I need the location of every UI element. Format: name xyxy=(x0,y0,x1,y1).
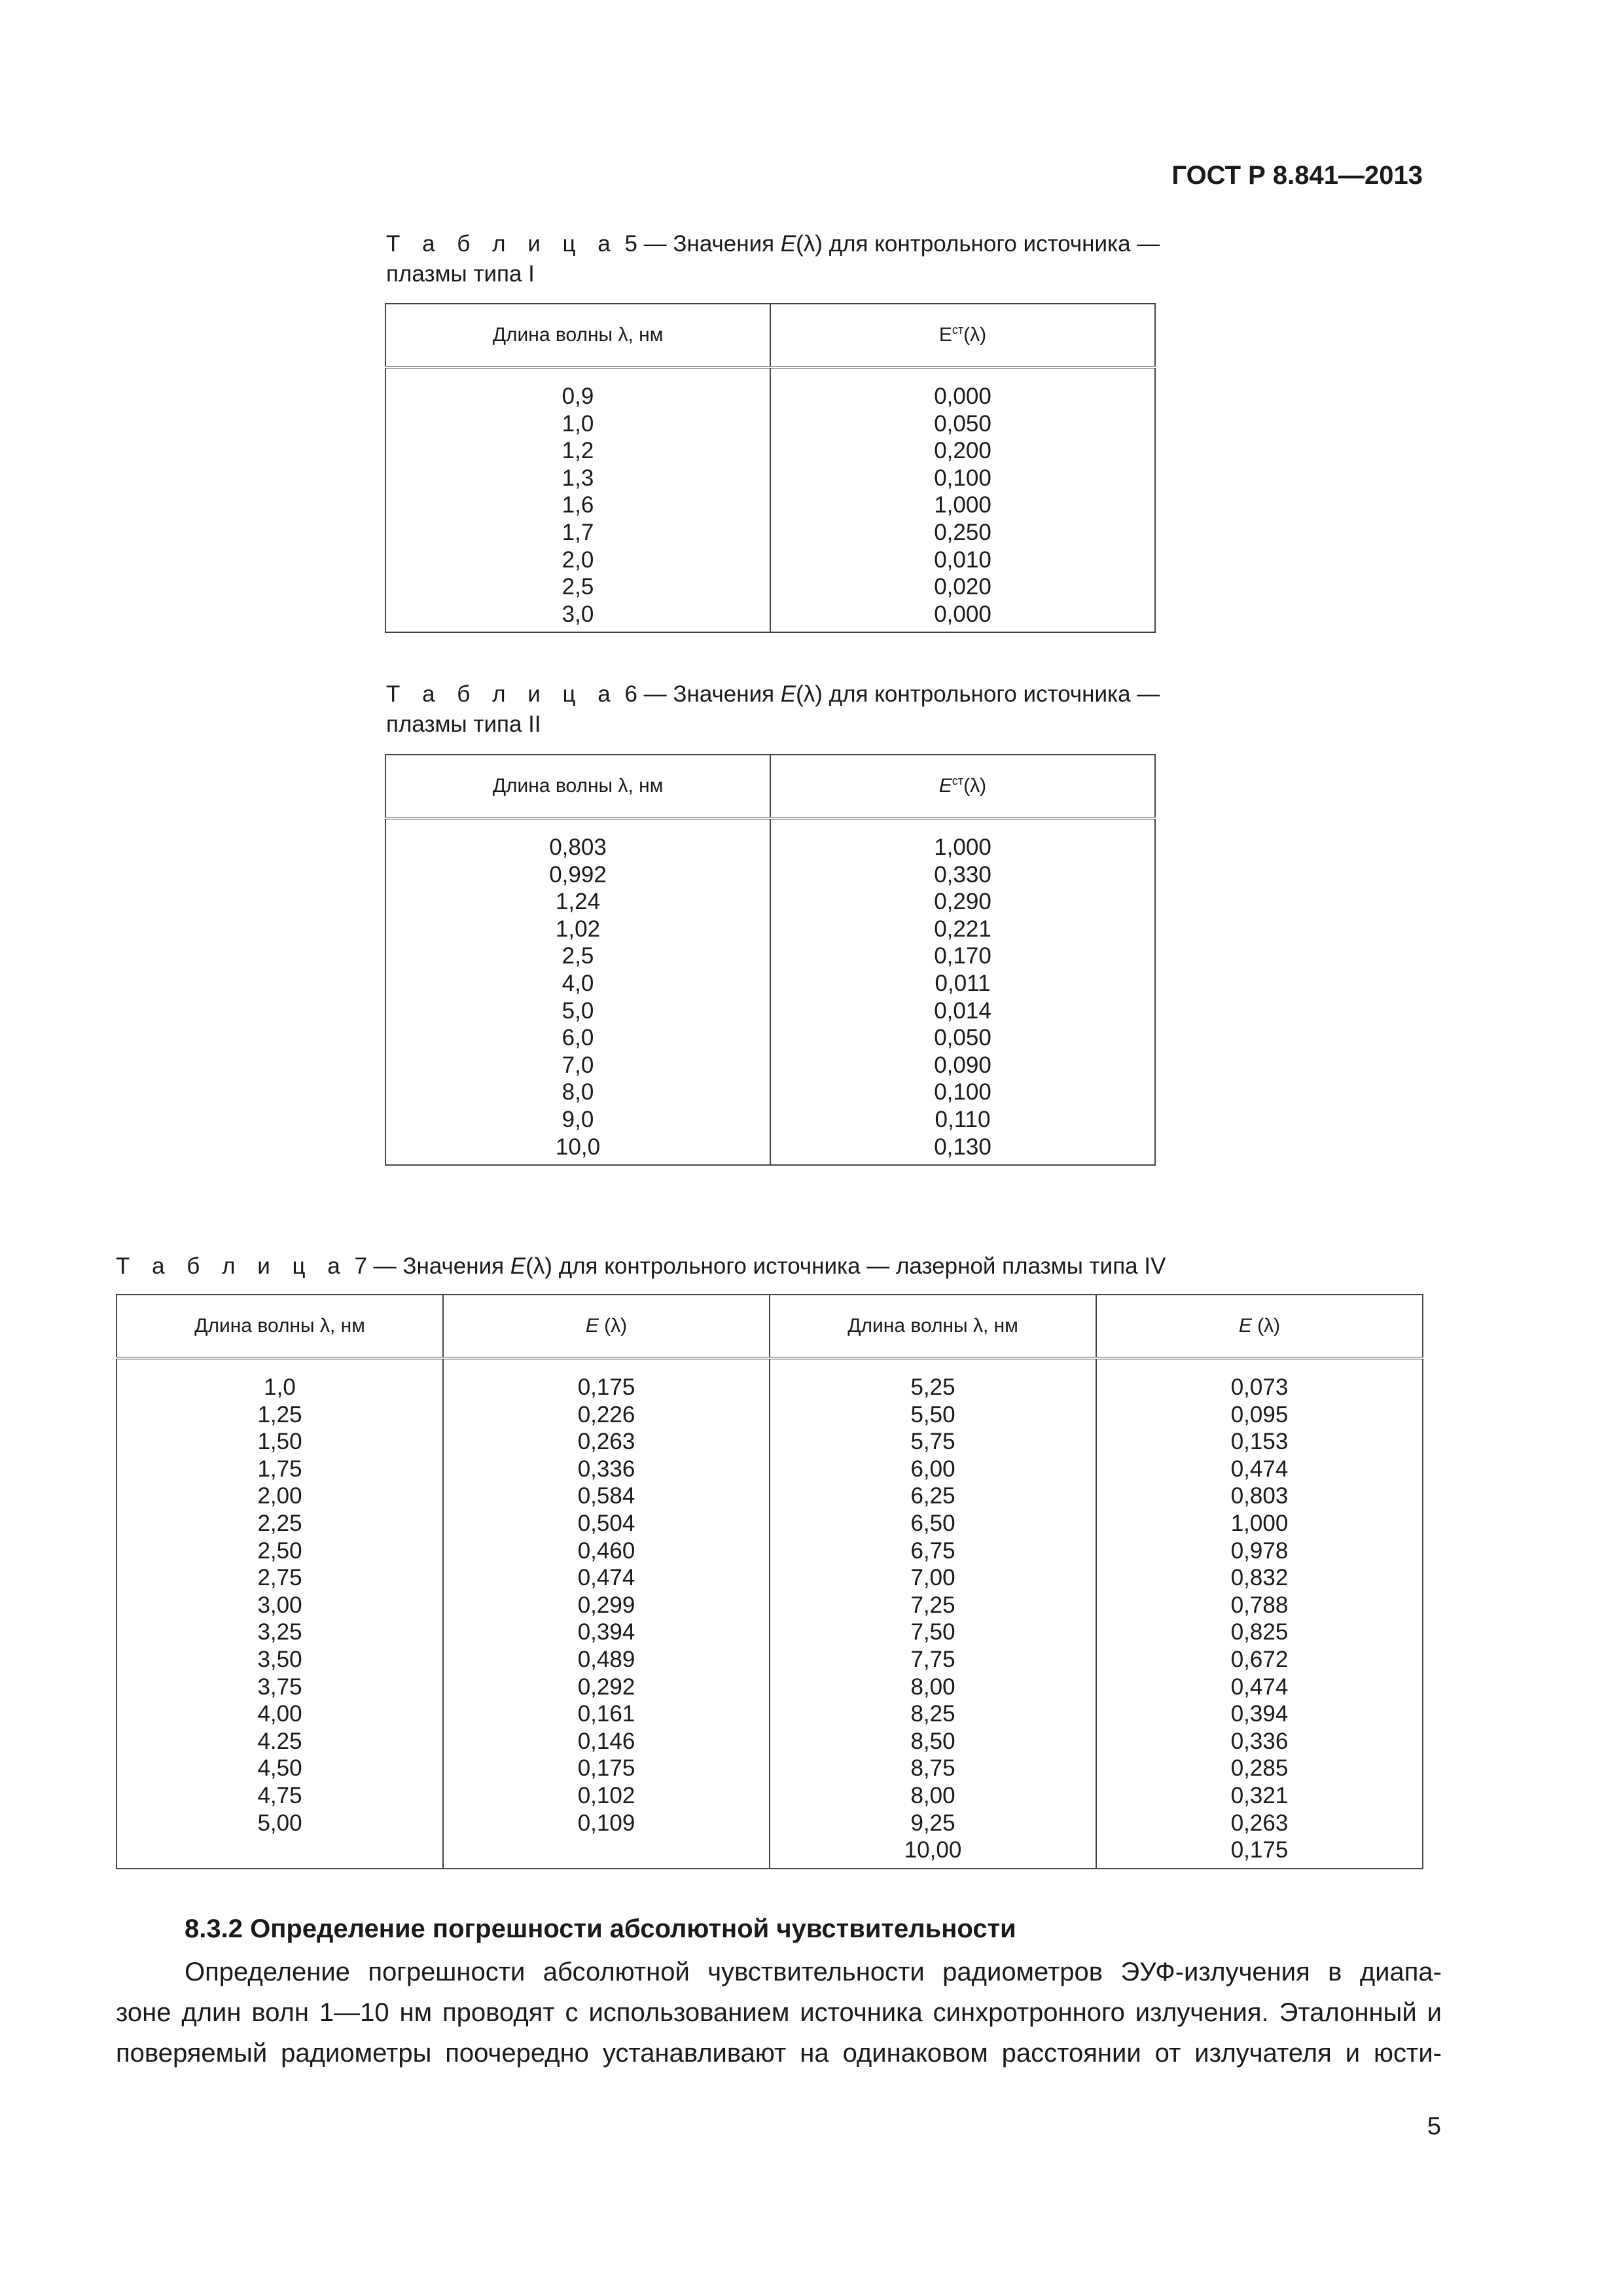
section-paragraph xyxy=(116,1952,1442,2073)
table7 xyxy=(116,1294,1423,1869)
table6-wavelength-column xyxy=(385,818,770,1165)
table-cell-value: 0,095 xyxy=(1230,1401,1289,1427)
table7-caption xyxy=(116,1251,1166,1282)
table-cell-value: 8,00 xyxy=(910,1674,955,1700)
table-cell-value: 1,3 xyxy=(562,465,594,491)
table-cell-value: 0,285 xyxy=(1230,1755,1289,1782)
table-cell-value: 8,25 xyxy=(910,1701,955,1727)
table-cell-value: 0,474 xyxy=(577,1565,635,1591)
table-cell-value: 0,330 xyxy=(934,861,991,888)
table-cell-value: 0,170 xyxy=(934,943,991,969)
table7-wavelength-left-column xyxy=(116,1358,443,1869)
table-cell-value: 0,020 xyxy=(934,574,991,600)
table-cell-value: 1,0 xyxy=(562,410,594,437)
table-cell-value: 1,000 xyxy=(934,492,991,518)
table-cell-value: 5,0 xyxy=(562,997,594,1024)
table-cell-value: 5,75 xyxy=(910,1429,955,1455)
table5-header-symbol: E xyxy=(938,324,952,346)
table5 xyxy=(385,303,1156,633)
table-cell-value: 7,75 xyxy=(910,1646,955,1672)
table-cell-value: 0,000 xyxy=(934,601,991,627)
table-cell-value: 5,25 xyxy=(910,1374,955,1400)
table7-value-right-column xyxy=(1096,1358,1423,1869)
table-cell-value: 0,010 xyxy=(934,547,991,573)
table-cell-value: 0,584 xyxy=(577,1483,635,1509)
table-cell-value: 2,5 xyxy=(562,574,594,600)
paragraph-line: зоне длин волн 1—10 нм проводят с использованием источника синхротронного излучения. Эталонный и xyxy=(116,1998,1442,2027)
table5-header-superscript: ст xyxy=(952,323,964,336)
paragraph-line: Определение погрешности абсолютной чувствительности радиометров ЭУФ-излучения в диапа- xyxy=(185,1958,1442,1986)
table-cell-value: 0,672 xyxy=(1230,1646,1289,1672)
table6-caption-line2: плазмы типа II xyxy=(386,711,541,737)
table-cell-value: 6,25 xyxy=(910,1483,955,1509)
table7-caption-symbol: E xyxy=(510,1253,526,1279)
table-cell-value: 8,75 xyxy=(910,1755,955,1782)
table-cell-value: 8,50 xyxy=(910,1728,955,1754)
table-cell-value: 1,24 xyxy=(555,889,601,915)
table7-header-symbol-right: E xyxy=(1238,1315,1252,1336)
table5-caption-text: 5 — Значения xyxy=(618,231,781,257)
table-cell-value: 0,200 xyxy=(934,438,991,464)
table-cell-value: 1,50 xyxy=(257,1429,302,1455)
table-cell-value: 0,175 xyxy=(577,1755,635,1782)
table5-header-value xyxy=(770,304,1155,367)
table7-header-wavelength-left: Длина волны λ, нм xyxy=(116,1295,443,1358)
table5-caption-text-2: (λ) для контрольного источника — xyxy=(796,231,1160,257)
table-cell-value: 5,00 xyxy=(257,1810,302,1836)
table-cell-value: 0,090 xyxy=(934,1052,991,1078)
table-cell-value: 2,50 xyxy=(257,1537,302,1564)
table-cell-value: 10,0 xyxy=(555,1134,601,1160)
table-cell-value: 2,25 xyxy=(257,1510,302,1536)
table-cell-value: 0,803 xyxy=(549,834,607,860)
table7-value-left-column xyxy=(443,1358,770,1869)
table6 xyxy=(385,754,1156,1166)
table-cell-value: 0,992 xyxy=(549,861,607,888)
table-cell-value: 3,25 xyxy=(257,1619,302,1645)
table-cell-value: 0,788 xyxy=(1230,1592,1289,1618)
table-cell-value: 6,50 xyxy=(910,1510,955,1536)
table-cell-value: 1,02 xyxy=(555,916,601,942)
table5-value-column xyxy=(770,367,1155,632)
page-number: 5 xyxy=(1427,2113,1441,2140)
table6-caption-symbol: E xyxy=(780,681,796,707)
table6-header-wavelength: Длина волны λ, нм xyxy=(385,755,770,818)
table-cell-value: 0,299 xyxy=(577,1592,635,1618)
table6-header-superscript: ст xyxy=(952,774,964,787)
table5-caption-prefix: Т а б л и ц а xyxy=(386,231,618,257)
table7-caption-text: 7 — Значения xyxy=(348,1253,510,1279)
table-cell-value: 1,6 xyxy=(562,492,594,518)
table-cell-value: 0,336 xyxy=(1230,1728,1289,1754)
table6-value-column xyxy=(770,818,1155,1165)
table5-header-wavelength: Длина волны λ, нм xyxy=(385,304,770,367)
table-cell-value: 2,75 xyxy=(257,1565,302,1591)
table7-header-wavelength-right: Длина волны λ, нм xyxy=(770,1295,1096,1358)
table-cell-value: 3,00 xyxy=(257,1592,302,1618)
table-cell-value: 1,000 xyxy=(934,834,991,860)
table6-caption-text-2: (λ) для контрольного источника — xyxy=(796,681,1160,707)
table-cell-value: 0,175 xyxy=(1230,1837,1289,1863)
table-cell-value: 4,00 xyxy=(257,1701,302,1727)
table-cell-value: 0,394 xyxy=(577,1619,635,1645)
table-cell-value: 0,100 xyxy=(934,465,991,491)
table-cell-value: 0,474 xyxy=(1230,1456,1289,1482)
table-cell-value: 0,394 xyxy=(1230,1701,1289,1727)
table-cell-value: 0,153 xyxy=(1230,1429,1289,1455)
table-cell-value: 0,011 xyxy=(935,970,991,996)
table-cell-value: 0,9 xyxy=(562,384,594,409)
table-cell-value: 8,00 xyxy=(910,1782,955,1808)
table-cell-value: 0,292 xyxy=(577,1674,635,1700)
table7-caption-prefix: Т а б л и ц а xyxy=(116,1253,348,1279)
table-cell-value: 0,825 xyxy=(1230,1619,1289,1645)
table6-caption-text: 6 — Значения xyxy=(618,681,781,707)
table-cell-value: 7,50 xyxy=(910,1619,955,1645)
table6-header-symbol: E xyxy=(938,775,952,797)
table-cell-value: 7,25 xyxy=(910,1592,955,1618)
table-cell-value: 1,25 xyxy=(257,1401,302,1427)
table-cell-value: 3,75 xyxy=(257,1674,302,1700)
table-cell-value: 6,75 xyxy=(910,1537,955,1564)
paragraph-line: поверяемый радиометры поочередно устанавливают на одинаковом расстоянии от излучателя и юсти- xyxy=(116,2039,1442,2068)
table-cell-value: 0,110 xyxy=(935,1106,991,1132)
table5-caption-symbol: E xyxy=(780,231,796,257)
table-cell-value: 0,460 xyxy=(577,1537,635,1564)
table-cell-value: 1,75 xyxy=(257,1456,302,1482)
table-cell-value: 1,2 xyxy=(562,438,594,464)
table-cell-value: 0,226 xyxy=(577,1401,635,1427)
table-cell-value: 0,050 xyxy=(934,410,991,437)
table7-header-lambda-right: (λ) xyxy=(1251,1315,1281,1336)
table6-caption-prefix: Т а б л и ц а xyxy=(386,681,618,707)
table-cell-value: 0,000 xyxy=(934,384,991,409)
table-cell-value: 2,5 xyxy=(562,943,594,969)
table-cell-value: 0,489 xyxy=(577,1646,635,1672)
table7-header-value-right xyxy=(1096,1295,1423,1358)
table-cell-value: 7,0 xyxy=(562,1052,594,1078)
table5-caption-line2: плазмы типа I xyxy=(386,261,535,287)
table7-caption-text-2: (λ) для контрольного источника — лазерной плазмы типа IV xyxy=(526,1253,1166,1279)
table-cell-value: 3,0 xyxy=(562,601,594,627)
section-heading: 8.3.2 Определение погрешности абсолютной чувствительности xyxy=(185,1914,1016,1943)
table-cell-value: 2,00 xyxy=(257,1483,302,1509)
document-code: ГОСТ Р 8.841—2013 xyxy=(1171,161,1423,190)
table-cell-value: 0,504 xyxy=(577,1510,635,1536)
table-cell-value: 0,221 xyxy=(934,916,991,942)
table-cell-value: 0,803 xyxy=(1230,1483,1289,1509)
table-cell-value: 8,0 xyxy=(562,1079,594,1105)
table-cell-value: 0,290 xyxy=(934,889,991,915)
table-cell-value: 0,263 xyxy=(577,1429,635,1455)
table-cell-value: 7,00 xyxy=(910,1565,955,1591)
table6-caption xyxy=(386,679,1160,740)
table-cell-value: 0,130 xyxy=(934,1134,991,1160)
table-cell-value: 0,474 xyxy=(1230,1674,1289,1700)
table-cell-value: 0,832 xyxy=(1230,1565,1289,1591)
table7-header-lambda-left: (λ) xyxy=(598,1315,628,1336)
table5-wavelength-column xyxy=(385,367,770,632)
table-cell-value: 0,978 xyxy=(1230,1537,1289,1564)
table-cell-value: 0,250 xyxy=(934,519,991,545)
table-cell-value: 0,161 xyxy=(577,1701,635,1727)
table-cell-value: 0,336 xyxy=(577,1456,635,1482)
table-cell-value: 5,50 xyxy=(910,1401,955,1427)
table7-wavelength-right-column xyxy=(770,1358,1096,1869)
table-cell-value: 4.25 xyxy=(257,1728,302,1754)
table-cell-value: 1,7 xyxy=(562,519,594,545)
table-cell-value: 9,0 xyxy=(562,1106,594,1132)
table-cell-value: 4,50 xyxy=(257,1755,302,1782)
table-cell-value: 1,000 xyxy=(1230,1510,1289,1536)
table-cell-value: 6,0 xyxy=(562,1025,594,1051)
table-cell-value: 10,00 xyxy=(904,1837,962,1863)
table5-header-lambda: (λ) xyxy=(963,324,987,346)
table-cell-value: 3,50 xyxy=(257,1646,302,1672)
table-cell-value: 0,102 xyxy=(577,1782,635,1808)
table6-header-value xyxy=(770,755,1155,818)
table-cell-value: 2,0 xyxy=(562,547,594,573)
table-cell-value: 0,014 xyxy=(934,997,991,1024)
table-cell-value: 4,0 xyxy=(562,970,594,996)
table7-header-symbol-left: E xyxy=(585,1315,599,1336)
table-cell-value: 1,0 xyxy=(264,1374,296,1400)
table-cell-value: 0,146 xyxy=(577,1728,635,1754)
table-cell-value: 6,00 xyxy=(910,1456,955,1482)
table5-caption xyxy=(386,229,1160,289)
table-cell-value: 0,050 xyxy=(934,1025,991,1051)
table-cell-value: 0,321 xyxy=(1230,1782,1289,1808)
table-cell-value: 4,75 xyxy=(257,1782,302,1808)
table-cell-value: 0,175 xyxy=(577,1374,635,1400)
table6-header-lambda: (λ) xyxy=(963,775,987,797)
table-cell-value: 0,109 xyxy=(577,1810,635,1836)
table-cell-value: 0,263 xyxy=(1230,1810,1289,1836)
table-cell-value: 9,25 xyxy=(910,1810,955,1836)
table7-header-value-left xyxy=(443,1295,770,1358)
table-cell-value: 0,100 xyxy=(934,1079,991,1105)
table-cell-value: 0,073 xyxy=(1230,1374,1289,1400)
